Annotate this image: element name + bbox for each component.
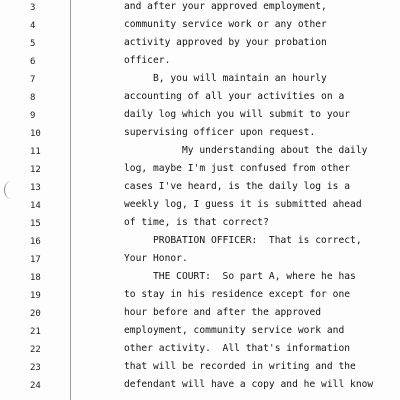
transcript-line [0,342,400,362]
transcript-line [0,108,400,128]
line-number: 6 [30,57,36,67]
line-number: 13 [30,183,41,193]
transcript-line [0,180,400,200]
line-number: 17 [30,255,41,265]
line-text: activity approved by your probation [124,37,327,48]
line-text: THE COURT: So part A, where he has [124,271,356,282]
transcript-line [0,252,400,272]
line-text: weekly log, I guess it is submitted ahead [124,199,362,210]
line-text: other activity. All that's information [124,343,351,354]
transcript-line [0,144,400,164]
transcript-line [0,18,400,38]
transcript-line [0,126,400,146]
line-text: log, maybe I'm just confused from other [124,163,351,174]
line-text: community service work or any other [124,19,327,30]
transcript-line [0,360,400,380]
transcript-line [0,54,400,74]
line-text: and after your approved employment, [124,1,327,12]
transcript-line [0,162,400,182]
line-number: 10 [30,129,41,139]
line-number: 16 [30,237,41,247]
line-number: 4 [30,21,36,31]
line-text: to stay in his residence except for one [124,289,351,300]
transcript-line [0,90,400,110]
line-text: daily log which you will submit to your [124,109,351,120]
line-number: 19 [30,291,41,301]
line-text: officer. [124,55,171,66]
line-text: hour before and after the approved [124,307,322,318]
line-text: cases I've heard, is the daily log is a [124,181,351,192]
line-text: accounting of all your activities on a [124,91,345,102]
transcript-line [0,216,400,236]
line-number: 14 [30,201,41,211]
line-number: 11 [30,147,41,157]
line-number: 18 [30,273,41,283]
transcript-line [0,378,400,398]
line-text: defendant will have a copy and he will know [124,379,374,390]
line-text: B, you will maintain an hourly [124,73,327,84]
line-number: 22 [30,345,41,355]
transcript-line [0,288,400,308]
line-number: 9 [30,111,36,121]
transcript-line [0,234,400,254]
line-number: 20 [30,309,41,319]
transcript-line [0,324,400,344]
line-number: 15 [30,219,41,229]
transcript-line [0,198,400,218]
line-text: that will be recorded in writing and the [124,361,356,372]
line-text: of time, is that correct? [124,217,269,228]
line-number: 23 [30,363,41,373]
line-number: 21 [30,327,41,337]
line-text: PROBATION OFFICER: That is correct, [124,235,362,246]
line-number: 7 [30,75,36,85]
transcript-line [0,270,400,290]
line-text: My understanding about the daily [124,145,368,156]
line-number: 24 [30,381,41,391]
transcript-line [0,72,400,92]
line-text: supervising officer upon request. [124,127,316,138]
line-number: 5 [30,39,36,49]
line-text: Your Honor. [124,253,188,264]
line-number: 8 [30,93,36,103]
transcript-line [0,306,400,326]
line-number: 12 [30,165,41,175]
line-text: employment, community service work and [124,325,345,336]
transcript-line [0,0,400,20]
line-number: 3 [30,3,36,13]
transcript-line [0,36,400,56]
